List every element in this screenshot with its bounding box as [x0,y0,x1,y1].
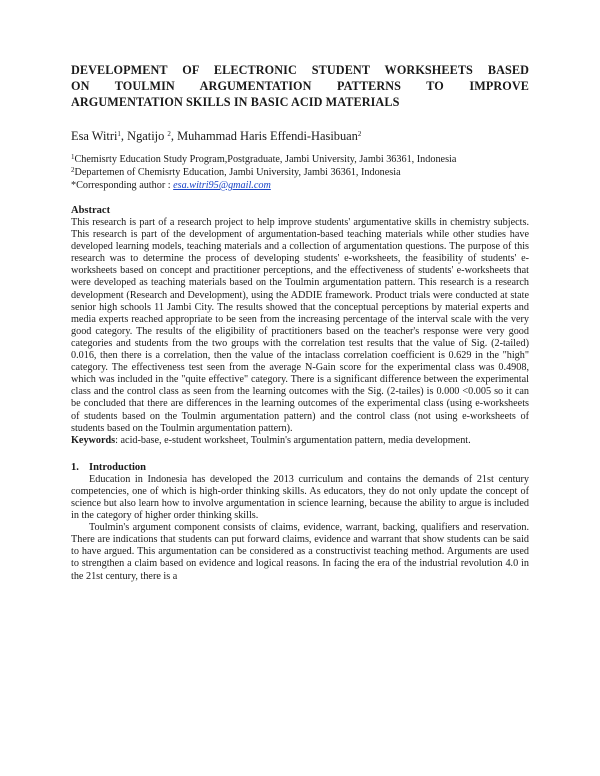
corresponding-email-link[interactable]: esa.witri95@gmail.com [173,180,271,191]
author-affiliation-mark: 2 [357,130,362,138]
keywords [71,435,529,447]
section-title: Introduction [89,461,146,473]
corresponding-author [71,179,529,192]
affiliation-1 [71,153,529,166]
title-line-1: DEVELOPMENT OF ELECTRONIC STUDENT WORKSHEETS BASED [71,63,529,77]
affiliation-mark: 1 [71,153,75,161]
keywords-label: Keywords [71,434,116,446]
keywords-text: : acid-base, e-student worksheet, Toulmin's argumentation pattern, media development. [115,434,471,446]
author-name: , Muhammad Haris Effendi-Hasibuan [170,129,358,143]
author-affiliation-mark: 1 [117,130,121,138]
affiliation-2 [71,166,529,179]
intro-paragraph-2: Toulmin's argument component consists of claims, evidence, warrant, backing, qualifiers and reservation. There are indications that students can put forward claims, evidence and warrant that show students can be said to have argued. This argumentation can be considered as a constructivist teaching method. Arguments are used to strengthen a claim based on evidence and logical reasons. In facing the era of the industrial revolution 4.0 in the 21st century, there is a [71,522,529,582]
title-line-2: ON TOULMIN ARGUMENTATION PATTERNS TO IMPROVE [71,79,529,93]
author-name: , Ngatijo [120,129,168,143]
affiliation-mark: 2 [71,166,75,174]
paper-page [71,62,529,583]
paper-title [71,62,529,110]
affiliations [71,153,529,192]
affiliation-text: Chemisrty Education Study Program,Postgraduate, Jambi University, Jambi 36361, Indonesia [74,154,457,165]
section-number: 1. [71,461,79,473]
author-list [71,128,529,144]
affiliation-text: Departemen of Chemisrty Education, Jambi University, Jambi 36361, Indonesia [74,167,401,178]
intro-paragraph-1: Education in Indonesia has developed the 2013 curriculum and contains the demands of 21st century competencies, one of which is high-order thinking skills. As educators, they do not only update the concept of science but also learn how to involve argumentation in science learning, because the ability to argue is included in the category of higher order thinking skills. [71,473,529,522]
section-heading-introduction [71,461,529,474]
corresponding-label: *Corresponding author : [71,180,174,191]
author-name: Esa Witri [71,129,118,143]
abstract-text: This research is part of a research project to help improve students' argumentative skills in chemistry subjects. This research is part of the development of argumentation-based teaching materials while other studies have developed learning models, teaching materials and a collection of argumentation questions. The purpose of this research was to determine the process of developing students' e-worksheets, the feasibility of students' e-worksheets based on concept and practitioner perceptions, and the effectiveness of students' e-worksheets that were developed as teaching materials based on the Toulmin argumentation pattern. This research is a research development (Research and Development), using the ADDIE framework. Product trials were conducted at state senior high schools 11 Jambi City. The results showed that the conceptual perceptions by material experts and media experts reached appropriate to be seen from the increasing percentage of the interval scale with the very good category. The results of the eligibility of practitioners based on the teacher's response were very good categories and students from the two groups with the correlation test results that the value of Sig. (2-tailed) 0.016, then there is a correlation, then the value of the intaclass correlation coefficient is 0.629 in the "high" category. The effectiveness test seen from the average N-Gain score for the experimental class was 0.4908, which was included in the "quite effective" category. There is a significant difference between the experimental class and the control class as seen from the learning outcomes with the Sig. (2-tailes) is 0.000 <0.005 so it can be concluded that there are differences in the learning outcomes of the experimental class (using e-worksheets of students based on the Toulmin argumentation pattern) and the control class (not using e-worksheets of students based on the Toulmin argumentation pattern). [71,217,529,434]
author-affiliation-mark: 2 [167,130,171,138]
abstract-heading: Abstract [71,205,111,216]
title-line-3: ARGUMENTATION SKILLS IN BASIC ACID MATERIALS [71,95,400,109]
